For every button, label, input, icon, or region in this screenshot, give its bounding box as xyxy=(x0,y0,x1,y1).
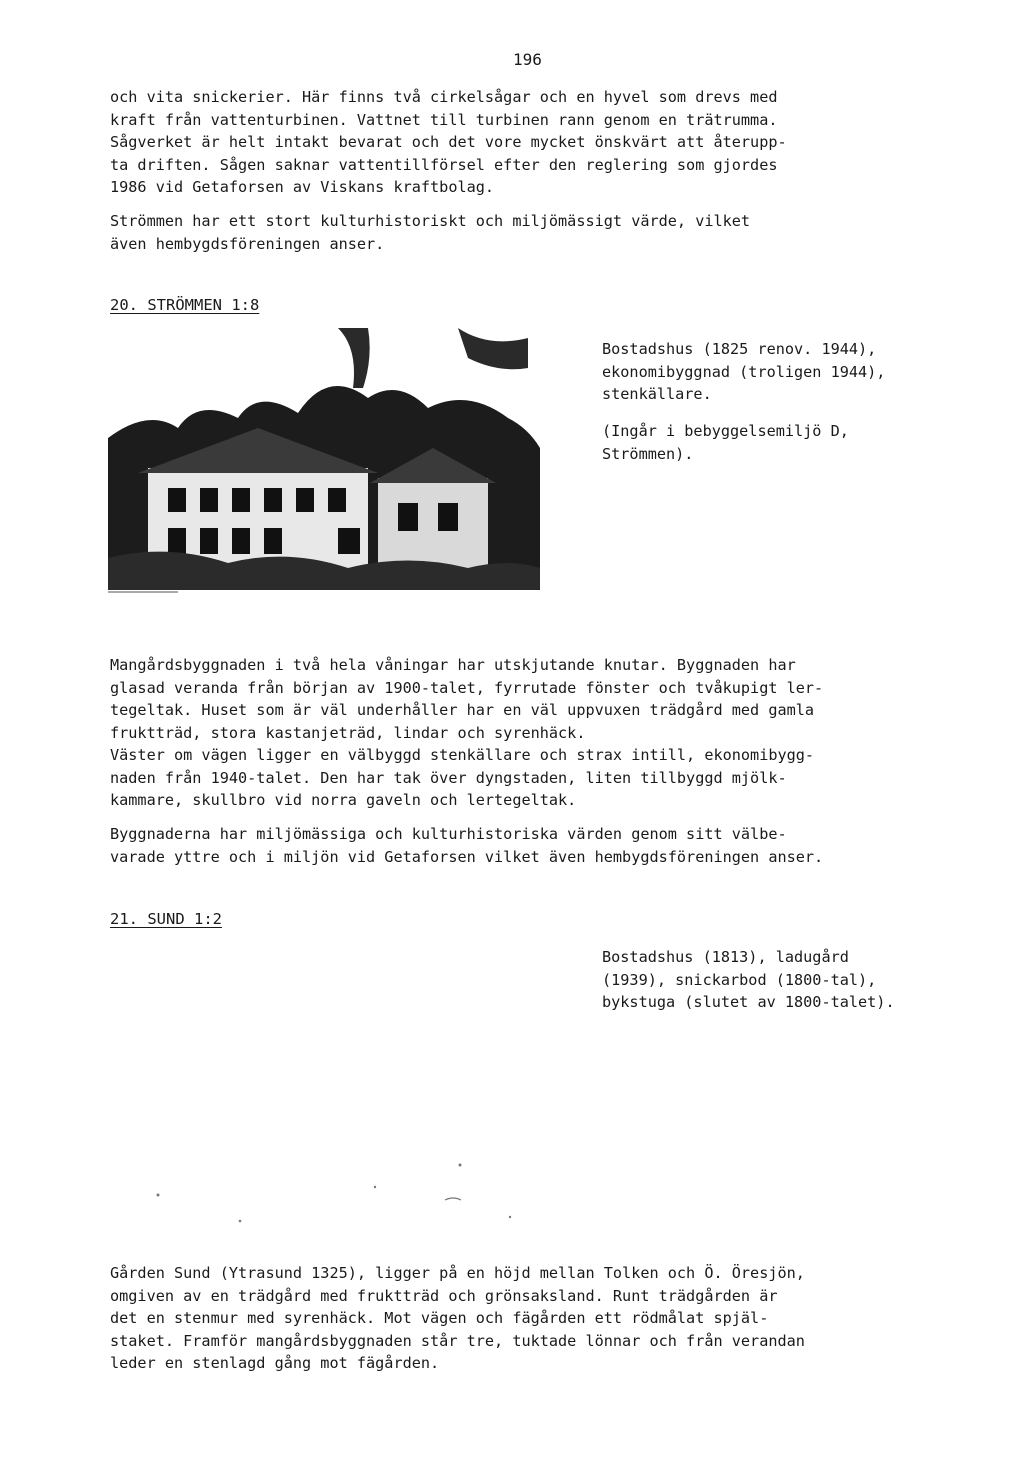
page-number: 196 xyxy=(513,50,542,69)
entry-20-description: Mangårdsbyggnaden i två hela våningar har utskjutande knutar. Byggnaden har glasad veranda från början av 1900-talet, fyrrutade fönster och tvåkupigt ler- tegeltak. Huset som är väl underhåller har en väl uppvuxen trädgård med gamla fruktträd, stora kastanjeträd, lindar och syrenhäck. Väster om vägen ligger en välbyggd stenkällare och strax intill, ekonomibygg- naden från 1940-talet. Den har tak över dyngstaden, liten tillbyggd mjölk- kammare, skullbro vid norra gaveln och lertegeltak. xyxy=(110,656,824,809)
strommen-house-photo xyxy=(108,328,540,628)
entry-20-caption-buildings: Bostadshus (1825 renov. 1944), ekonomibyggnad (troligen 1944), stenkällare. xyxy=(602,340,886,403)
intro-paragraph-2: Strömmen har ett stort kulturhistoriskt och miljömässigt värde, vilket även hembygdsföreningen anser. xyxy=(110,212,751,253)
entry-21-caption-buildings: Bostadshus (1813), ladugård (1939), snickarbod (1800-tal), bykstuga (slutet av 1800-talet). xyxy=(602,948,895,1011)
entry-20-caption-environment: (Ingår i bebyggelsemiljö D, Strömmen). xyxy=(602,422,849,463)
entry-21-heading: 21. SUND 1:2 xyxy=(110,910,222,928)
sund-photo-remnants xyxy=(150,1155,530,1235)
entry-21-description: Gården Sund (Ytrasund 1325), ligger på en höjd mellan Tolken och Ö. Öresjön, omgiven av en trädgård med fruktträd och grönsaksland. Runt trädgården är det en stenmur med syrenhäck. Mot vägen och fägården ett rödmålat spjäl- staket. Framför mangårdsbyggnaden står tre, tuktade lönnar och från verandan leder en stenlagd gång mot fägården. xyxy=(110,1264,805,1372)
entry-20-heading: 20. STRÖMMEN 1:8 xyxy=(110,296,260,314)
intro-paragraph-1: och vita snickerier. Här finns två cirkelsågar och en hyvel som drevs med kraft från vattenturbinen. Vattnet till turbinen rann genom en trätrumma. Sågverket är helt intakt bevarat och det vore mycket önskvärt att återupp- ta driften. Sågen saknar vattentillförsel efter den reglering som gjordes 1986 vid Getaforsen av Viskans kraftbolag. xyxy=(110,88,787,196)
entry-20-assessment: Byggnaderna har miljömässiga och kulturhistoriska värden genom sitt välbe- varade yttre och i miljön vid Getaforsen vilket även hembygdsföreningen anser. xyxy=(110,825,824,866)
